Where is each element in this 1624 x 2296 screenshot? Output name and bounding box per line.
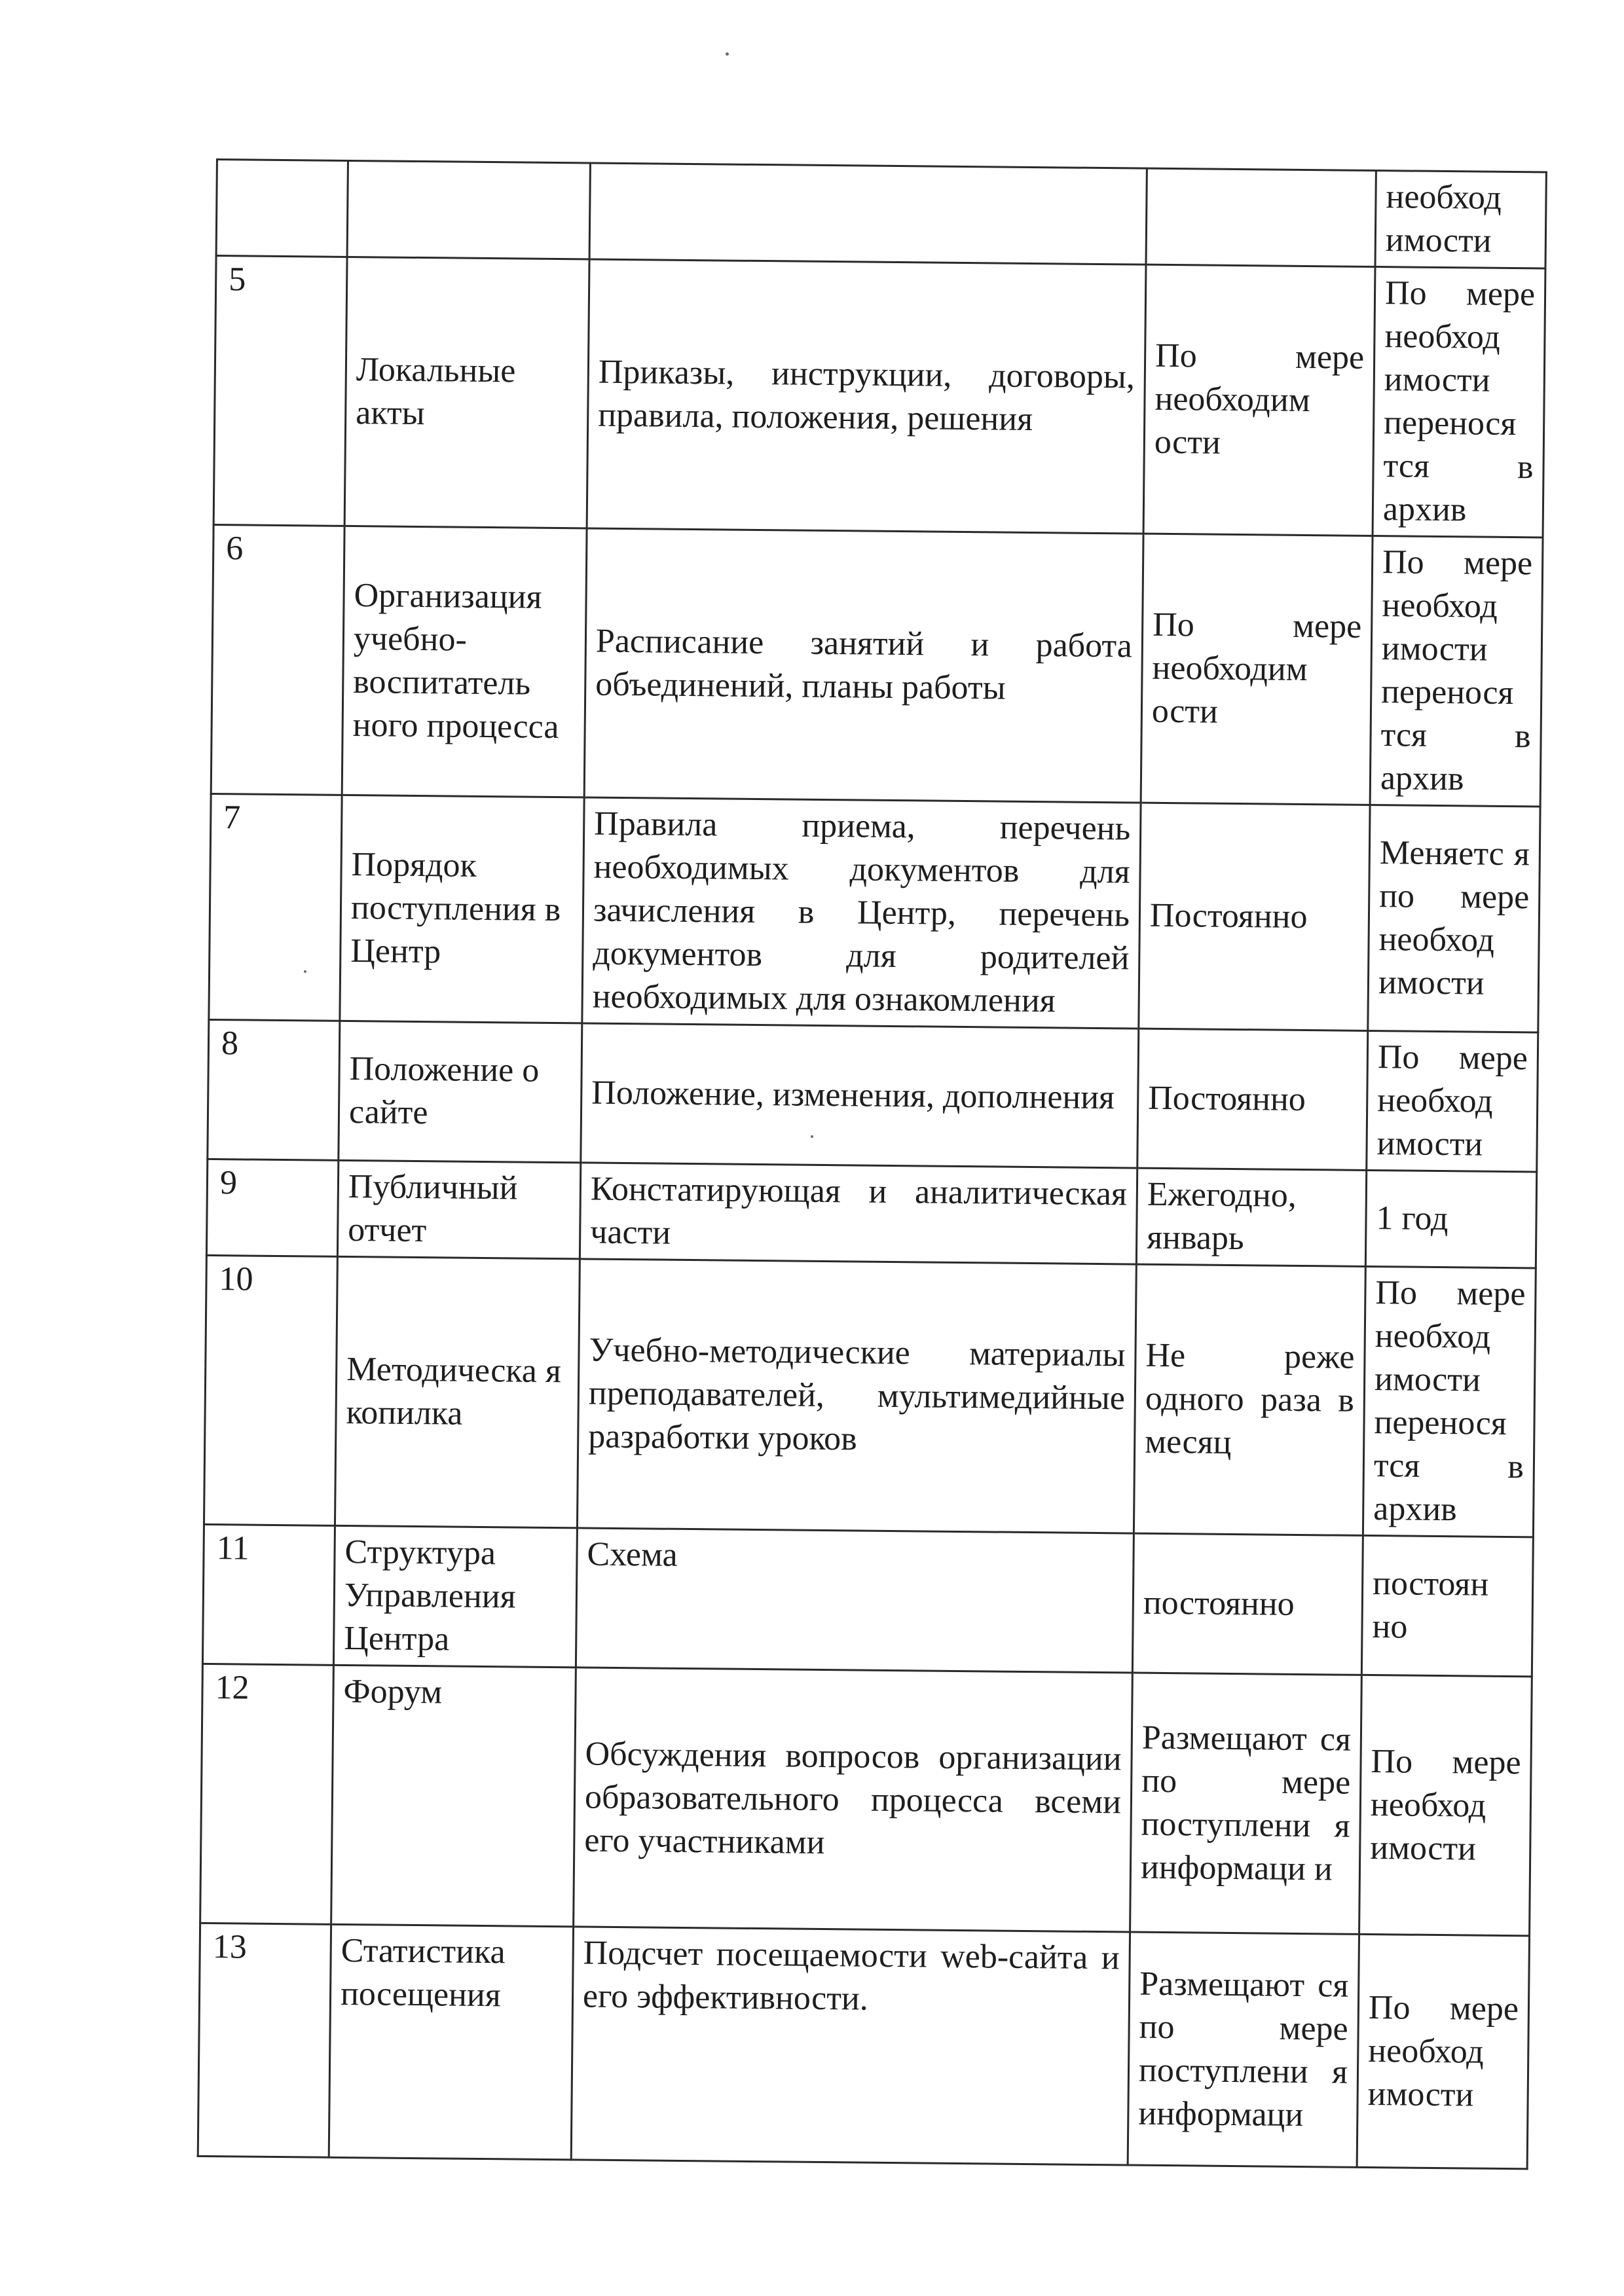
section-name: Структура Управления Центра: [333, 1525, 577, 1667]
section-name: Статистика посещения: [329, 1924, 573, 2160]
section-content: Учебно-методические материалы преподавателей, мультимедийные разработки уроков: [577, 1259, 1136, 1533]
table-row: [200, 1664, 1532, 1935]
row-number: 10: [204, 1255, 337, 1525]
section-content: Схема: [576, 1528, 1134, 1673]
storage-period: необход имости: [1375, 171, 1546, 268]
update-period: Не реже одного раза в месяц: [1134, 1264, 1365, 1535]
storage-period: По мере необход имости: [1367, 1030, 1538, 1171]
section-content: Правила приема, перечень необходимых документов для зачисления в Центр, перечень документов для родителей необходимых для ознакомления: [582, 797, 1141, 1029]
row-number: 6: [211, 524, 344, 795]
table-row: [204, 1255, 1536, 1537]
table-row: [216, 160, 1546, 268]
update-period: постоянно: [1132, 1533, 1363, 1675]
table-row: [213, 256, 1545, 538]
storage-period: По мере необход имости: [1359, 1675, 1532, 1935]
update-period: [1146, 168, 1376, 266]
update-period: Размещают ся по мере поступлени я информаци: [1128, 1932, 1359, 2167]
table-row: [211, 524, 1543, 806]
row-number: 12: [200, 1664, 334, 1924]
section-name: Локальные акты: [344, 257, 589, 528]
section-content: Подсчет посещаемости web-сайта и его эффективности.: [571, 1927, 1130, 2165]
storage-period: По мере необход имости: [1357, 1934, 1529, 2168]
storage-period: По мере необход имости перенося тся в архив: [1370, 536, 1543, 806]
section-name: Форум: [331, 1665, 576, 1927]
table-row: [209, 793, 1540, 1032]
section-name: Публичный отчет: [337, 1160, 580, 1259]
table-row: [202, 1524, 1533, 1676]
website-sections-table: [197, 158, 1547, 2170]
row-number: 11: [202, 1524, 335, 1665]
section-name: [347, 160, 590, 259]
table-row: [208, 1019, 1538, 1171]
storage-period: Меняетс я по мере необход имости: [1368, 805, 1540, 1032]
update-period: По мере необходим ости: [1143, 264, 1375, 536]
storage-period: постоян но: [1361, 1535, 1533, 1676]
update-period: Постоянно: [1137, 1029, 1368, 1170]
row-number: 8: [208, 1019, 340, 1160]
section-content: [589, 163, 1147, 264]
section-content: Приказы, инструкции, договоры, правила, положения, решения: [587, 259, 1146, 534]
section-content: Констатирующая и аналитическая части: [580, 1163, 1137, 1264]
section-name: Положение о сайте: [339, 1021, 582, 1163]
section-content: Положение, изменения, дополнения: [581, 1023, 1139, 1168]
section-name: Организация учебно-воспитатель ного процесса: [342, 526, 587, 797]
row-number: 13: [198, 1923, 331, 2157]
section-content: Обсуждения вопросов организации образовательного процесса всеми его участниками: [574, 1667, 1133, 1932]
row-number: 5: [213, 256, 347, 526]
table-row: [198, 1923, 1529, 2168]
row-number: 7: [209, 793, 342, 1021]
section-content: Расписание занятий и работа объединений, планы работы: [584, 528, 1143, 803]
row-number: [216, 160, 348, 257]
table-row: [206, 1159, 1536, 1267]
scan-speck: [726, 52, 729, 56]
update-period: Ежегодно, январь: [1136, 1168, 1366, 1266]
section-name: Методическа я копилка: [335, 1256, 580, 1528]
update-period: Постоянно: [1139, 803, 1370, 1030]
storage-period: По мере необход имости перенося тся в архив: [1373, 266, 1545, 537]
storage-period: 1 год: [1365, 1170, 1536, 1267]
update-period: По мере необходим ости: [1141, 534, 1373, 805]
row-number: 9: [206, 1159, 338, 1256]
update-period: Размещают ся по мере поступлени я информаци и: [1130, 1673, 1362, 1934]
storage-period: По мере необход имости перенося тся в архив: [1363, 1266, 1536, 1537]
section-name: Порядок поступления в Центр: [340, 795, 584, 1023]
